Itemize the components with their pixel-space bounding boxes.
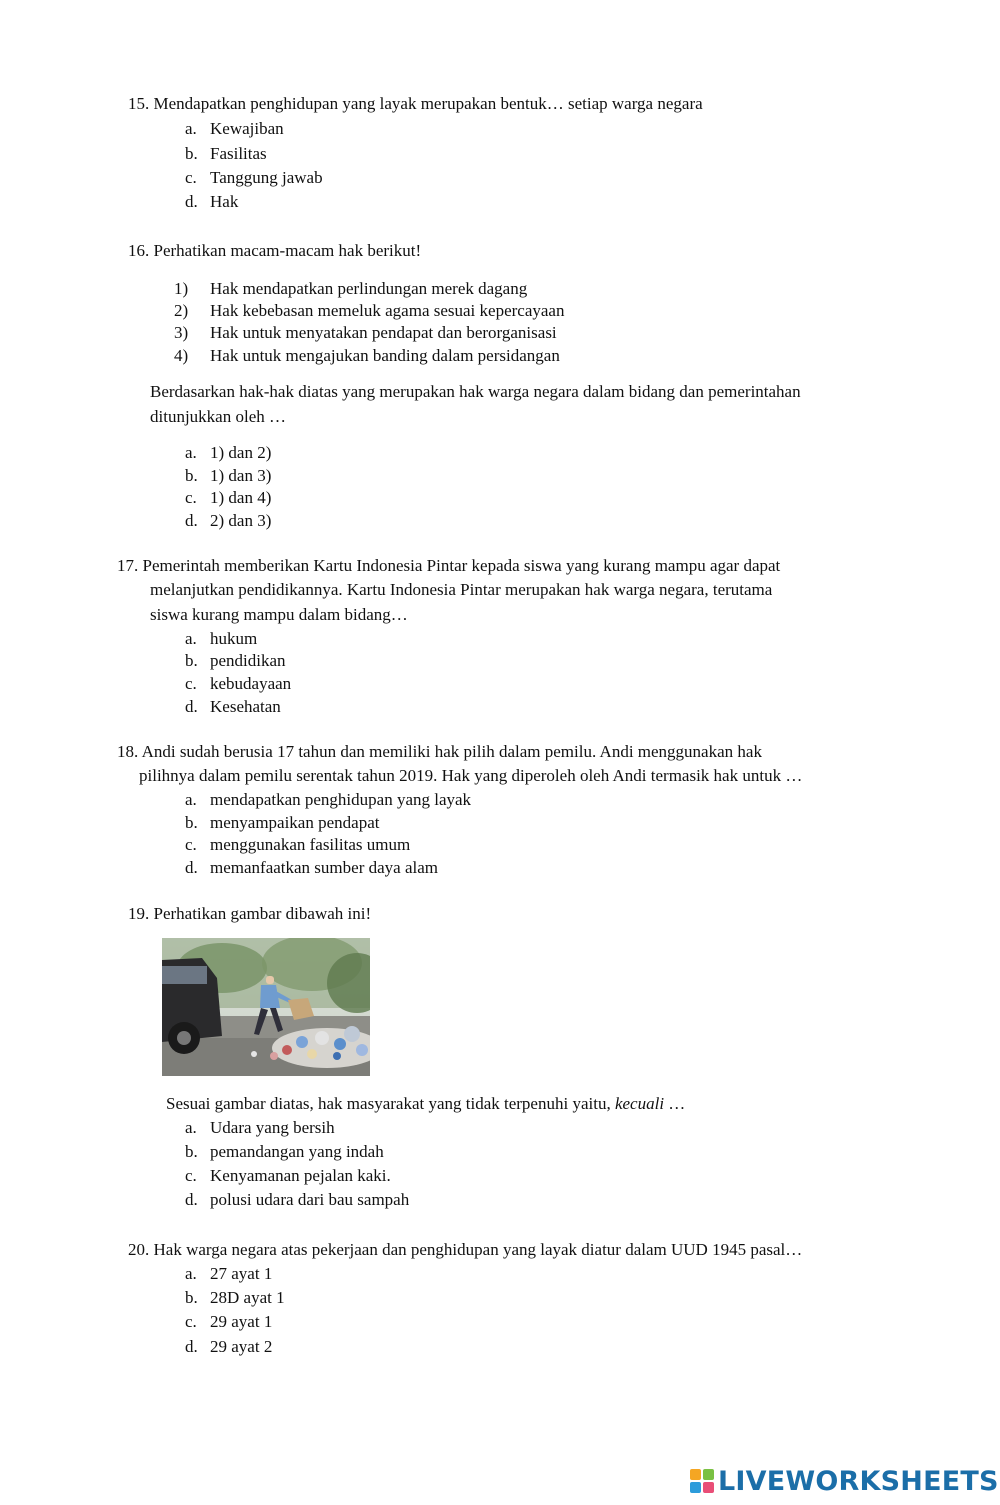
question-16 (128, 240, 421, 262)
question-stem: Sesuai gambar diatas, hak masyarakat yang tidak terpenuhi yaitu, kecuali … (166, 1094, 686, 1113)
question-number: 19. (128, 904, 150, 923)
question-text: melanjutkan pendidikannya. Kartu Indonesia Pintar merupakan hak warga negara, terutama (150, 580, 773, 599)
question-17 (117, 555, 780, 577)
question-15 (128, 93, 703, 115)
question-number: 18. (117, 742, 139, 761)
question-number: 16. (128, 241, 150, 260)
question-stem: ditunjukkan oleh … (150, 407, 286, 426)
logo-tiles-icon (690, 1469, 714, 1493)
question-18 (117, 741, 762, 763)
question-text: Hak warga negara atas pekerjaan dan penghidupan yang layak diatur dalam UUD 1945 pasal… (153, 1240, 803, 1259)
liveworksheets-logo (690, 1466, 999, 1496)
question-number: 20. (128, 1240, 150, 1259)
question-text: pilihnya dalam pemilu serentak tahun 2019. Hak yang diperoleh oleh Andi termasik hak untuk … (139, 766, 803, 785)
brand-name: LIVEWORKSHEETS (718, 1465, 999, 1497)
question-text: Pemerintah memberikan Kartu Indonesia Pintar kepada siswa yang kurang mampu agar dapat (142, 556, 781, 575)
question-19 (128, 903, 371, 925)
question-text: Andi sudah berusia 17 tahun dan memiliki hak pilih dalam pemilu. Andi menggunakan hak (141, 742, 762, 761)
question-20 (128, 1239, 802, 1261)
question-text: Perhatikan gambar dibawah ini! (153, 904, 372, 923)
question-number: 15. (128, 94, 150, 113)
question-number: 17. (117, 556, 139, 575)
question-text: siswa kurang mampu dalam bidang… (150, 605, 408, 624)
emphasis-kecuali: kecuali (614, 1094, 665, 1113)
question-text: Mendapatkan penghidupan yang layak merupakan bentuk… setiap warga negara (153, 94, 703, 113)
street-garbage-photo (162, 938, 370, 1076)
question-text: Perhatikan macam-macam hak berikut! (153, 241, 422, 260)
question-stem: Berdasarkan hak-hak diatas yang merupakan hak warga negara dalam bidang dan pemerintahan (150, 382, 801, 401)
